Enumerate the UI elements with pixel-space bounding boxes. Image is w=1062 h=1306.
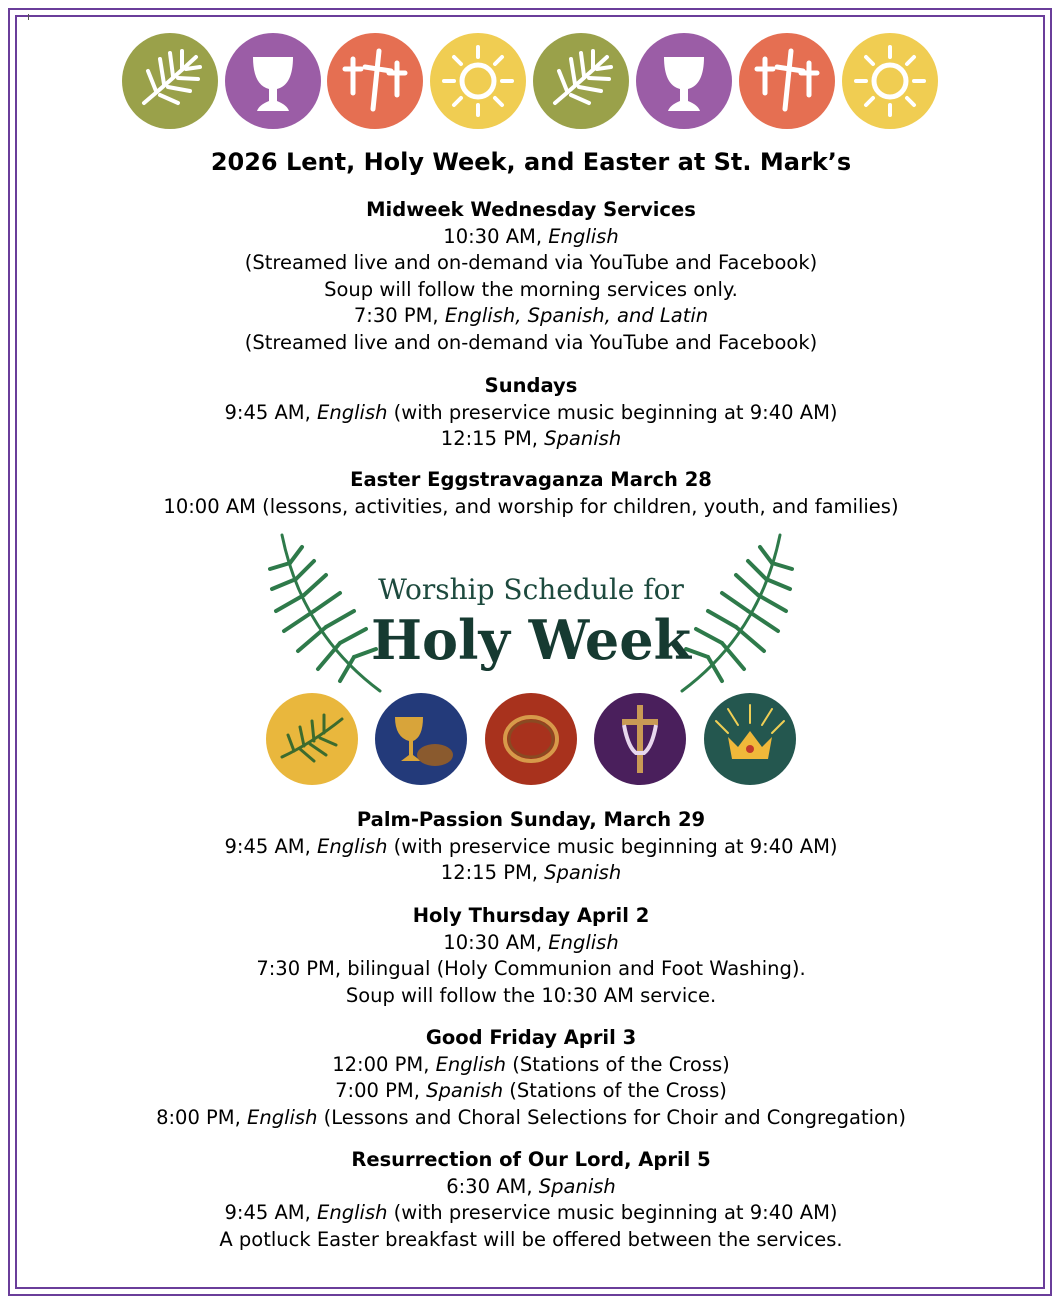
service-time: 9:45 AM, (224, 834, 318, 858)
breakfast-note: A potluck Easter breakfast will be offered between the services. (219, 1227, 843, 1251)
service-time: 10:30 AM, (443, 930, 549, 954)
section-heading: Resurrection of Our Lord, April 5 (351, 1148, 711, 1171)
service-language: English (548, 930, 619, 954)
service-language: Spanish (538, 1174, 616, 1198)
stream-note: (Streamed live and on-demand via YouTube and Facebook) (244, 330, 818, 354)
service-time: 7:30 PM, (353, 304, 445, 327)
service-line (0, 400, 1062, 427)
service-language: English (247, 1105, 318, 1129)
graphic-line-1: Worship Schedule for (378, 573, 684, 606)
crosses-icon (739, 33, 835, 129)
crosses-icon (327, 33, 423, 129)
section-heading: Sundays (484, 374, 578, 397)
section-good-friday (0, 1025, 1062, 1131)
service-language: English (317, 834, 388, 858)
chalice-bread-icon (375, 693, 467, 785)
service-time: 9:45 AM, (224, 400, 318, 424)
palm-icon (122, 33, 218, 129)
section-heading: Palm-Passion Sunday, March 29 (356, 808, 706, 831)
soup-note: Soup will follow the morning services only. (324, 277, 738, 301)
palm-icon (533, 33, 629, 129)
service-line (0, 426, 1062, 453)
service-line (0, 834, 1062, 861)
sun-icon (842, 33, 938, 129)
service-time: 10:30 AM, (443, 224, 549, 248)
soup-note: Soup will follow the 10:30 AM service. (345, 983, 717, 1007)
service-language: Spanish (544, 861, 622, 884)
section-holy-thursday (0, 903, 1062, 1009)
section-eggstravaganza (0, 467, 1062, 520)
service-time: 9:45 AM, (224, 1201, 318, 1224)
section-heading: Good Friday April 3 (425, 1026, 637, 1049)
service-time: 6:30 AM, (446, 1174, 539, 1198)
icon-banner-svg (122, 33, 940, 129)
stream-note: (Streamed live and on-demand via YouTube and Facebook) (244, 251, 818, 274)
service-time: 12:15 PM, (440, 861, 545, 884)
event-line: 10:00 AM (lessons, activities, and worship for children, youth, and families) (163, 494, 899, 518)
service-time: 8:00 PM, (156, 1105, 248, 1129)
service-language: English (317, 1201, 388, 1224)
cross-icon (594, 693, 686, 785)
service-line (0, 930, 1062, 957)
service-note: (with preservice music beginning at 9:40 AM) (387, 834, 838, 858)
graphic-line-2: Holy Week (370, 608, 692, 672)
crown-icon (704, 693, 796, 785)
service-line: 7:30 PM, bilingual (Holy Communion and Foot Washing). (256, 957, 806, 980)
service-time: 12:00 PM, (332, 1052, 436, 1076)
service-line (0, 1200, 1062, 1227)
corner-mark (28, 14, 29, 20)
service-language: Spanish (426, 1079, 504, 1102)
section-midweek (0, 197, 1062, 356)
service-line (0, 1078, 1062, 1105)
service-note: (with preservice music beginning at 9:40 AM) (387, 400, 838, 424)
service-language: English (548, 224, 619, 248)
service-line (0, 860, 1062, 887)
section-sundays (0, 373, 1062, 453)
holy-week-graphic (262, 533, 800, 790)
service-line (0, 303, 1062, 330)
palm-frond-left-icon (270, 535, 380, 691)
service-line (0, 1052, 1062, 1079)
service-language: English (435, 1052, 507, 1076)
service-note: (with preservice music beginning at 9:40 AM) (387, 1201, 838, 1224)
icon-banner (122, 33, 940, 129)
chalice-icon (225, 33, 321, 129)
service-line (0, 1174, 1062, 1201)
service-note: (Lessons and Choral Selections for Choir and Congregation) (317, 1105, 906, 1129)
holy-week-svg (262, 533, 800, 790)
service-language: Spanish (544, 427, 622, 450)
sun-icon (430, 33, 526, 129)
section-easter (0, 1147, 1062, 1253)
service-note: (Stations of the Cross) (503, 1079, 727, 1102)
service-language: English (317, 400, 388, 424)
section-heading: Holy Thursday April 2 (412, 904, 650, 927)
service-line (0, 224, 1062, 251)
section-palm-sunday (0, 807, 1062, 887)
service-time: 7:00 PM, (335, 1079, 427, 1102)
crown-of-thorns-icon (485, 693, 577, 785)
palm-icon (266, 693, 358, 785)
palm-frond-right-icon (682, 535, 792, 691)
chalice-icon (636, 33, 732, 129)
section-heading: Midweek Wednesday Services (366, 198, 696, 221)
service-time: 12:15 PM, (440, 427, 545, 450)
section-heading: Easter Eggstravaganza March 28 (350, 468, 712, 491)
page-title: 2026 Lent, Holy Week, and Easter at St. Mark’s (210, 148, 852, 176)
service-line (0, 1105, 1062, 1132)
service-note: (Stations of the Cross) (506, 1052, 730, 1076)
service-language: English, Spanish, and Latin (444, 304, 709, 327)
